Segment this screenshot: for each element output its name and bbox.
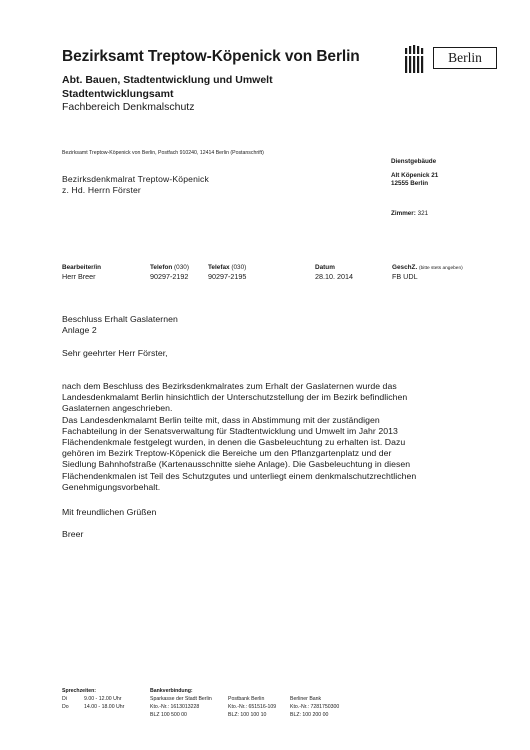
logo-frame [433,47,497,69]
paragraph-line: Landesdenkmalamt Berlin hinsichtlich der Unterschutzstellung der im Bezirk befindlichen [62,392,408,403]
paragraph-line: Gaslaternen angeschrieben. [62,403,173,414]
paragraph-line: nach dem Beschluss des Bezirksdenkmalrates zum Erhalt der Gaslaternen wurde das [62,381,397,391]
subject-line: Beschluss Erhalt Gaslaternen [62,314,178,324]
reference-note: (bitte stets angeben) [419,266,463,271]
date-value: 28.10. 2014 [315,272,353,281]
phone-label [150,264,189,271]
room-number [391,210,428,217]
bank-code: BLZ: 100 100 10 [228,712,267,718]
logo-text: Berlin [448,50,482,65]
letter-paragraph [62,381,477,493]
room-value: 321 [417,210,429,217]
reference-value: FB UDL [392,272,418,281]
bank-name: Postbank Berlin [228,696,265,702]
paragraph-line: Fachabteilung in der Senatsverwaltung für Stadtentwicklung und Umwelt im Jahr 2013 [62,425,398,436]
fax-prefix: (030) [231,264,247,271]
bank-code: BLZ 100 500 00 [150,712,187,718]
reference-label-text: GeschZ. [392,264,418,271]
office-title: Bezirksamt Treptow-Köpenick von Berlin [62,48,360,65]
bank-account: Kto.-Nr.: 1613013228 [150,704,200,710]
bank-name: Sparkasse der Stadt Berlin [150,696,212,702]
fax-label [208,264,246,271]
paragraph-line: Flächendenkmalen ist Teil des Schutzgutes und unterliegt einem denkmalschutzrechtlichen [62,470,417,481]
office-hours-time: 9.00 - 12.00 Uhr [84,696,122,702]
bank-code: BLZ: 100 200 00 [290,712,329,718]
division-line: Fachbereich Denkmalschutz [62,101,195,113]
office-line: Stadtentwicklungsamt [62,88,174,100]
bank-details-label: Bankverbindung: [150,688,193,694]
fax-value: 90297-2195 [208,272,247,281]
phone-prefix: (030) [174,264,189,271]
berlin-logo [403,44,503,74]
recipient-attention: z. Hd. Herrn Förster [62,185,141,195]
clerk-value: Herr Breer [62,272,96,281]
office-hours-label: Sprechzeiten: [62,688,97,694]
room-label: Zimmer: [391,210,416,217]
attachment-line: Anlage 2 [62,325,97,335]
bank-account: Kto.-Nr.: 7281750300 [290,704,340,710]
fax-label-text: Telefax [208,264,230,271]
paragraph-line: gehören im Bezirk Treptow-Köpenick die Bereiche um den Pflanzgartenplatz und der [62,448,392,459]
date-label: Datum [315,264,335,271]
building-street: Alt Köpenick 21 [391,172,439,179]
reference-label [392,264,463,271]
department-line: Abt. Bauen, Stadtentwicklung und Umwelt [62,74,273,86]
paragraph-line: Flächendenkmale festgelegt wurden, in denen die Gasbeleuchtung zu erhalten ist. Dazu [62,437,406,448]
office-hours-day: Do [62,704,69,710]
bank-account: Kto.-Nr.: 651516-109 [228,704,277,710]
building-label: Dienstgebäude [391,158,437,165]
phone-value: 90297-2192 [150,272,189,281]
return-address: Bezirksamt Treptow-Köpenick von Berlin, Postfach 910240, 12414 Berlin (Postanschrift) [62,150,264,156]
office-hours-time: 14.00 - 18.00 Uhr [84,704,125,710]
paragraph-line: Das Landesdenkmalamt Berlin teilte mit, dass in Abstimmung mit der zuständigen [62,414,380,425]
paragraph-line: Siedlung Bahnhofstraße (Kartenausschnitte siehe Anlage). Die Gasbeleuchtung in diesen [62,459,411,470]
bank-name: Berliner Bank [290,696,322,702]
phone-label-text: Telefon [150,264,173,271]
recipient-name: Bezirksdenkmalrat Treptow-Köpenick [62,174,209,184]
building-city: 12555 Berlin [391,180,429,187]
signature: Breer [62,529,84,539]
paragraph-line: Genehmigungsvorbehalt. [62,481,161,492]
berlin-bear-icon [403,44,427,74]
clerk-label: Bearbeiter/in [62,264,102,271]
closing: Mit freundlichen Grüßen [62,507,157,517]
office-hours-day: Di [62,696,67,702]
salutation: Sehr geehrter Herr Förster, [62,348,168,358]
